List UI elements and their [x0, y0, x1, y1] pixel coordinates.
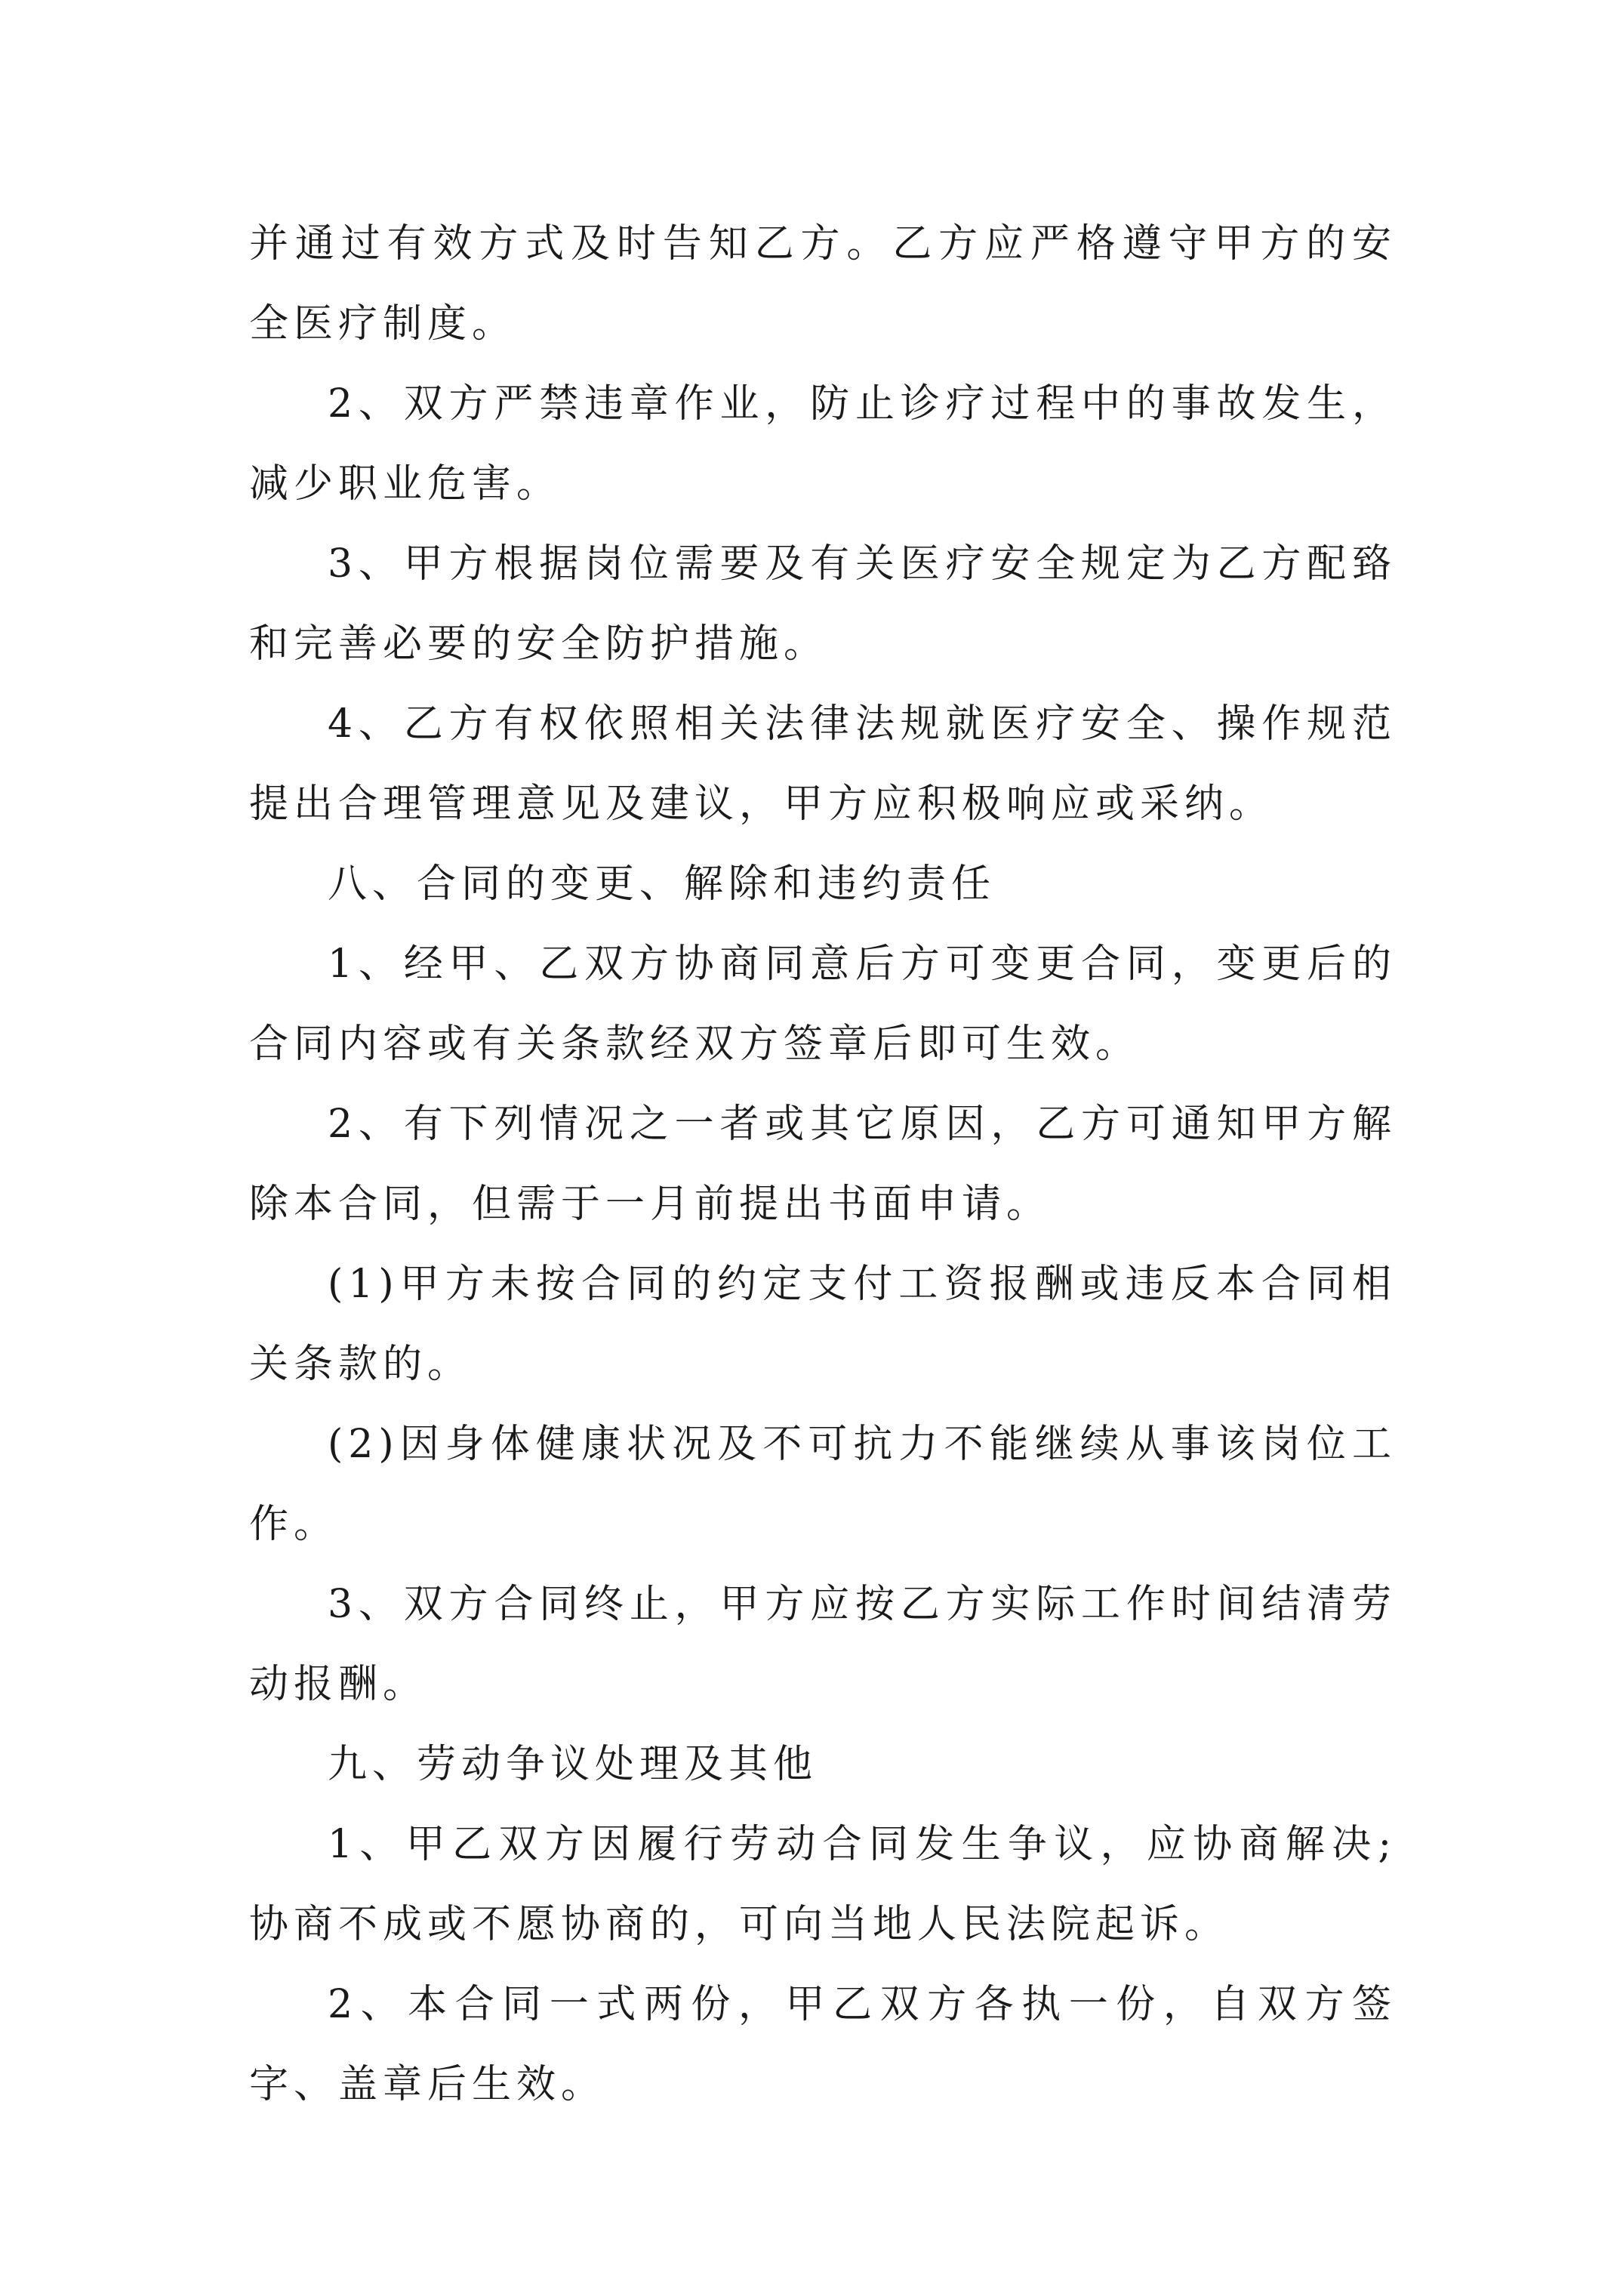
document-body [249, 204, 1397, 2125]
paragraph-clause-9-1: 1、甲乙双方因履行劳动合同发生争议，应协商解决;协商不成或不愿协商的，可向当地人民法院起诉。 [249, 1822, 1397, 1947]
paragraph-clause-8-2-2: (2)因身体健康状况及不可抗力不能继续从事该岗位工作。 [249, 1422, 1397, 1547]
section-heading-9: 九、劳动争议处理及其他 [328, 1742, 818, 1787]
paragraph-clause-8-2-1: (1)甲方未按合同的约定支付工资报酬或违反本合同相关条款的。 [249, 1262, 1397, 1387]
paragraph-clause-8-3: 3、双方合同终止，甲方应按乙方实际工作时间结清劳动报酬。 [249, 1582, 1397, 1707]
paragraph-clause-8-2: 2、有下列情况之一者或其它原因，乙方可通知甲方解除本合同，但需于一月前提出书面申请。 [249, 1102, 1397, 1227]
paragraph-clause-9-2: 2、本合同一式两份，甲乙双方各执一份，自双方签字、盖章后生效。 [249, 1982, 1397, 2107]
paragraph-clause-8-1: 1、经甲、乙双方协商同意后方可变更合同，变更后的合同内容或有关条款经双方签章后即可生效。 [249, 942, 1397, 1067]
paragraph-safety-continued: 并通过有效方式及时告知乙方。乙方应严格遵守甲方的安全医疗制度。 [249, 221, 1397, 347]
paragraph-clause-7-3: 3、甲方根据岗位需要及有关医疗安全规定为乙方配臵和完善必要的安全防护措施。 [249, 541, 1397, 667]
paragraph-clause-7-4: 4、乙方有权依照相关法律法规就医疗安全、操作规范提出合理管理意见及建议，甲方应积极响应或采纳。 [249, 701, 1397, 827]
section-heading-8: 八、合同的变更、解除和违约责任 [328, 861, 996, 907]
paragraph-clause-7-2: 2、双方严禁违章作业，防止诊疗过程中的事故发生，减少职业危害。 [249, 381, 1397, 507]
